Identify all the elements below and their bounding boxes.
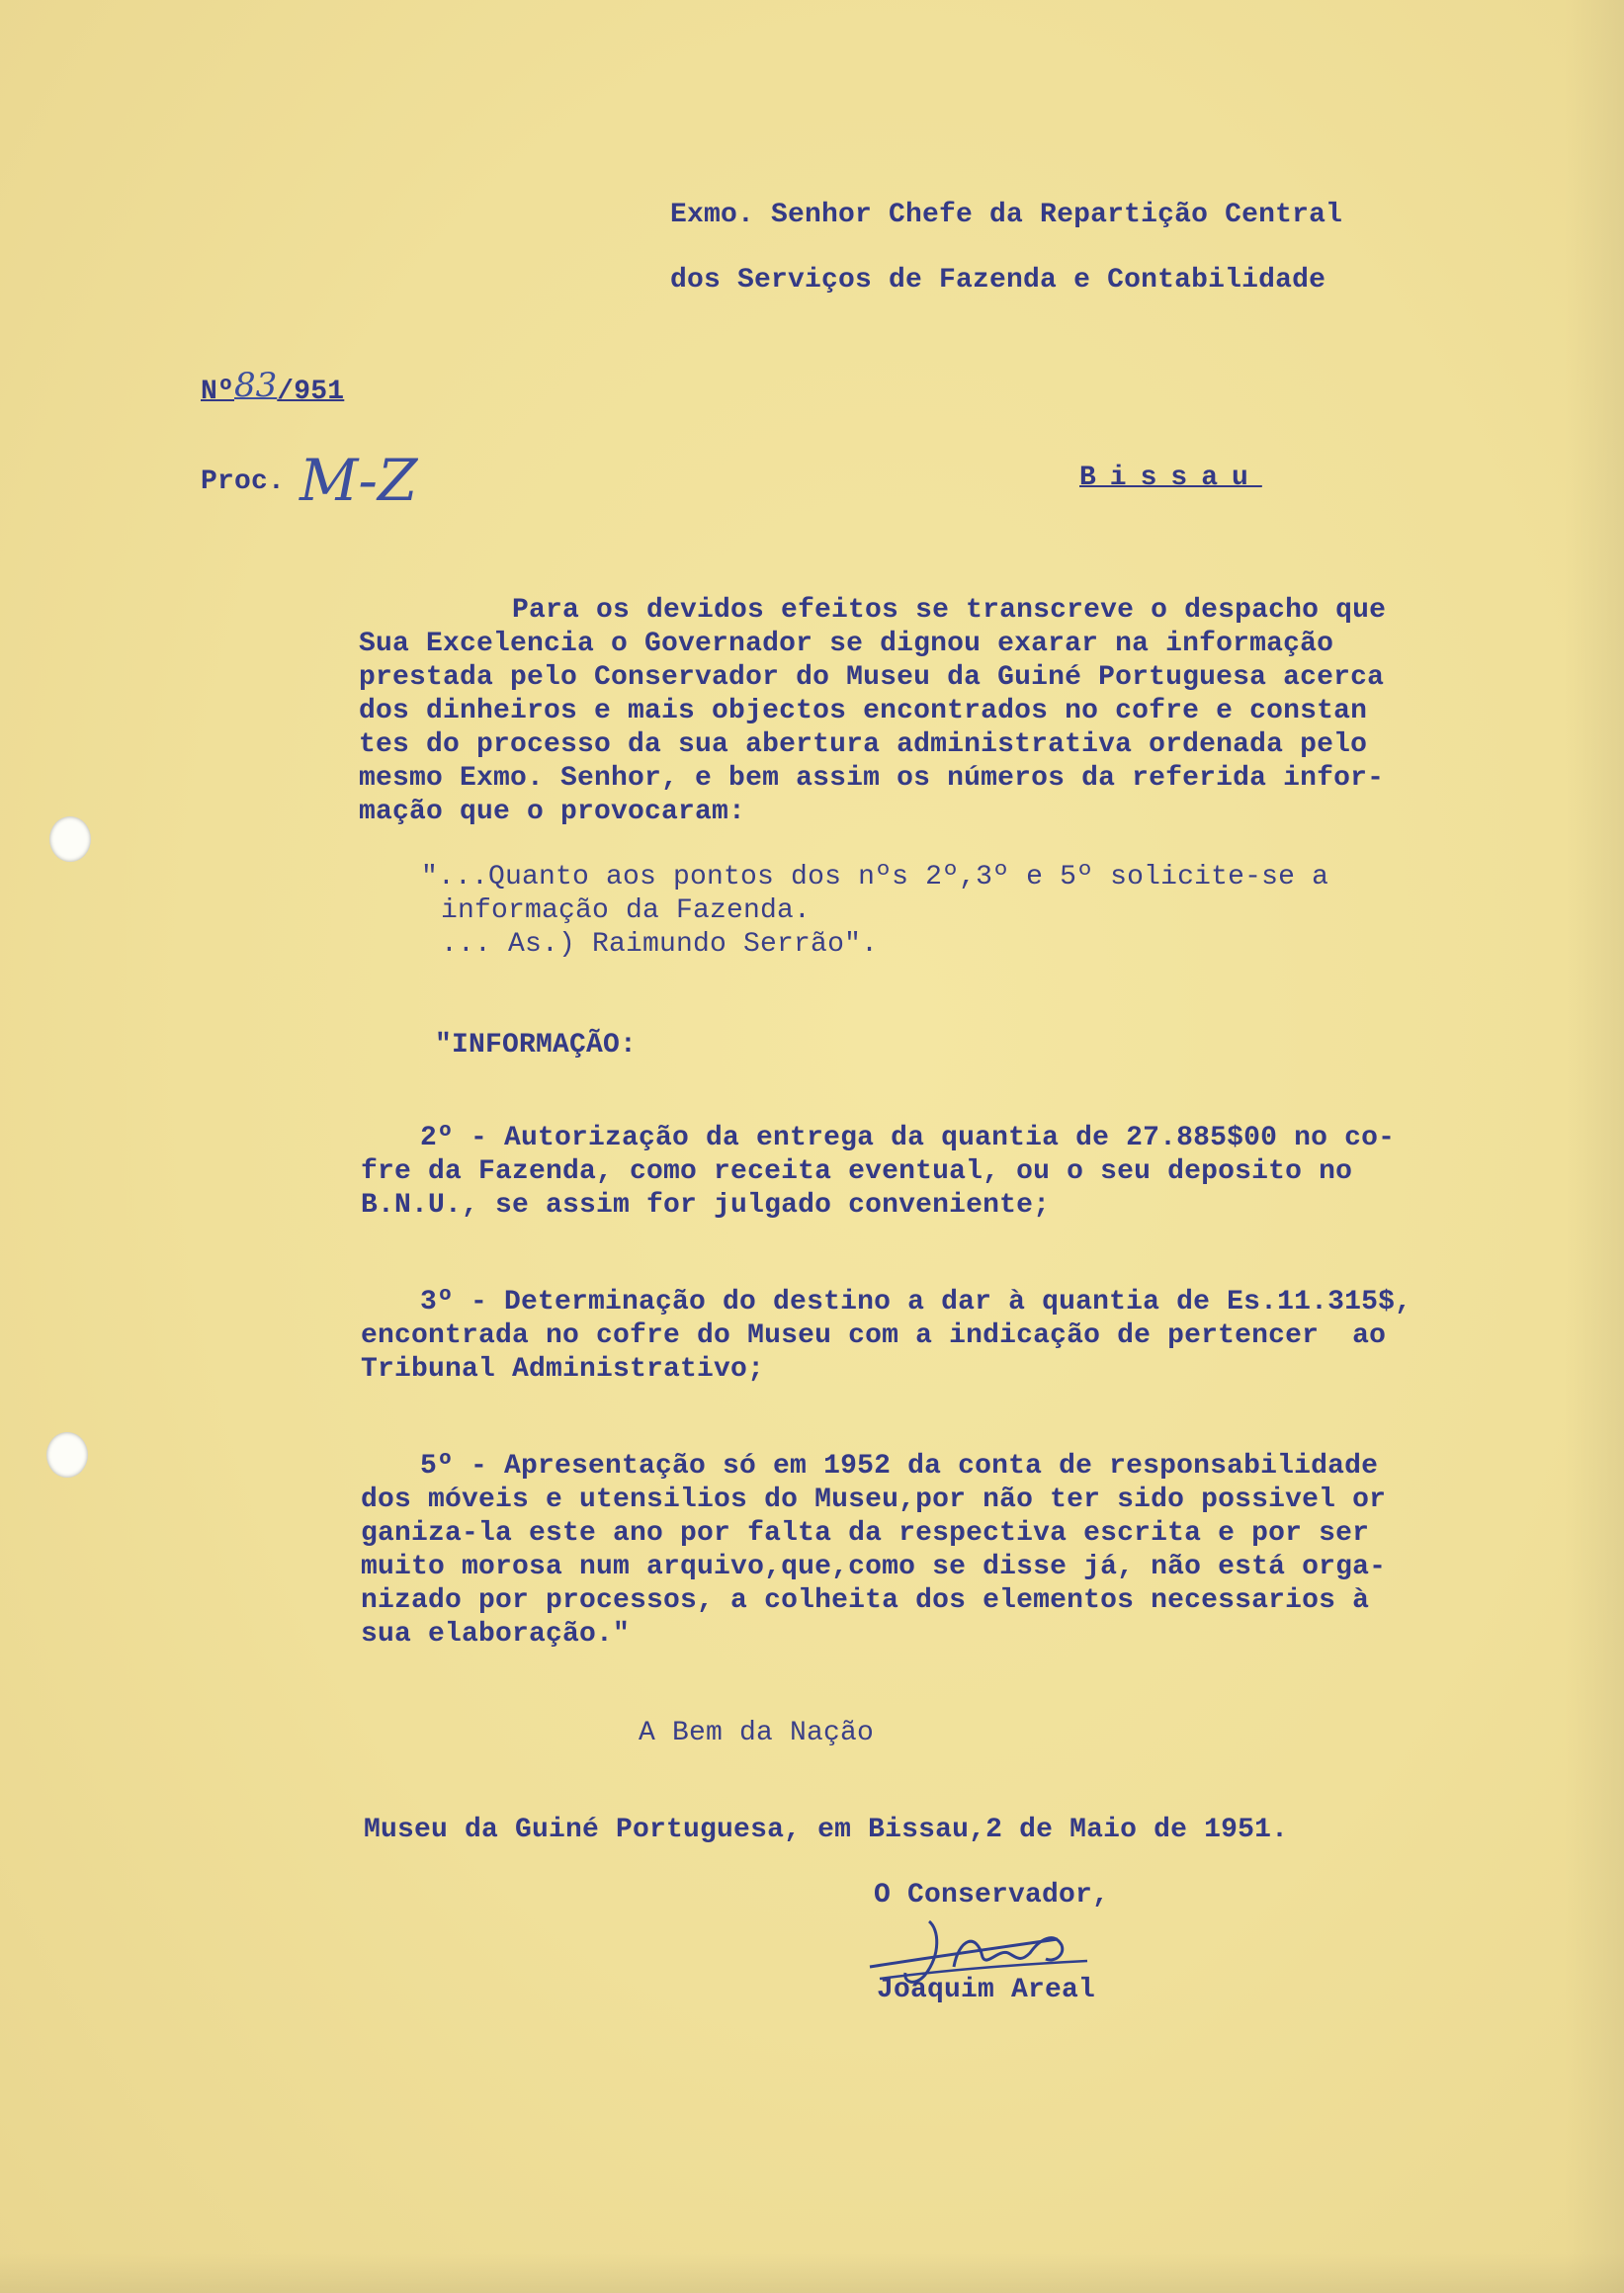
reference-number-suffix: /951 [277,377,345,407]
quote-line-2: informação da Fazenda. [441,895,812,926]
point5-line-6: sua elaboração." [361,1619,631,1650]
point5-line-4: muito morosa num arquivo,que,como se disse já, não está orga- [361,1552,1387,1582]
punch-hole-bottom [46,1432,88,1478]
info-heading: "INFORMAÇÃO: [435,1030,638,1061]
point2-line-3: B.N.U., se assim for julgado conveniente; [361,1190,1051,1221]
paper-edge-shadow-right [1565,0,1624,2293]
addressee-line-2: dos Serviços de Fazenda e Contabilidade [670,265,1326,296]
city-heading: Bissau [1079,463,1262,493]
quote-line-3: ... As.) Raimundo Serrão". [441,929,879,960]
closing-salutation: A Bem da Nação [639,1718,875,1748]
paper-edge-shadow-bottom [0,2253,1624,2293]
reference-number-handwritten: 83 [234,366,278,405]
place-date: Museu da Guiné Portuguesa, em Bissau,2 de Maio de 1951. [364,1815,1289,1845]
intro-line-3: prestada pelo Conservador do Museu da Guiné Portuguesa acerca [359,662,1385,693]
point5-line-5: nizado por processos, a colheita dos elementos necessarios à [361,1585,1370,1616]
intro-line-6: mesmo Exmo. Senhor, e bem assim os números da referida infor- [359,763,1385,794]
intro-line-2: Sua Excelencia o Governador se dignou exarar na informação [359,629,1334,659]
signatory-name: Joaquim Areal [877,1975,1096,2005]
signatory-role: O Conservador, [874,1880,1110,1911]
point5-line-2: dos móveis e utensilios do Museu,por não ter sido possivel or [361,1485,1387,1515]
intro-line-1: Para os devidos efeitos se transcreve o despacho que [512,595,1387,626]
point3-line-3: Tribunal Administrativo; [361,1354,765,1385]
point2-line-1: 2º - Autorização da entrega da quantia de 27.885$00 no co- [420,1123,1396,1153]
point5-line-1: 5º - Apresentação só em 1952 da conta de responsabilidade [420,1451,1379,1482]
intro-line-4: dos dinheiros e mais objectos encontrados no cofre e constan [359,696,1368,726]
proc-handwritten: M-Z [299,447,418,514]
addressee-line-1: Exmo. Senhor Chefe da Repartição Central [670,200,1343,230]
point3-line-1: 3º - Determinação do destino a dar à quantia de Es.11.315$, [420,1287,1412,1317]
reference-number-prefix: Nº [201,377,235,407]
point3-line-2: encontrada no cofre do Museu com a indicação de pertencer ao [361,1320,1387,1351]
quote-line-1: "...Quanto aos pontos dos nºs 2º,3º e 5º solicite-se a [421,862,1329,892]
proc-label: Proc. [201,467,286,497]
point5-line-3: ganiza-la este ano por falta da respectiva escrita e por ser [361,1518,1370,1549]
reference-number [201,368,344,407]
intro-line-7: mação que o provocaram: [359,797,746,827]
intro-line-5: tes do processo da sua abertura administrativa ordenada pelo [359,729,1368,760]
punch-hole-top [49,816,91,862]
point2-line-2: fre da Fazenda, como receita eventual, ou o seu deposito no [361,1156,1353,1187]
